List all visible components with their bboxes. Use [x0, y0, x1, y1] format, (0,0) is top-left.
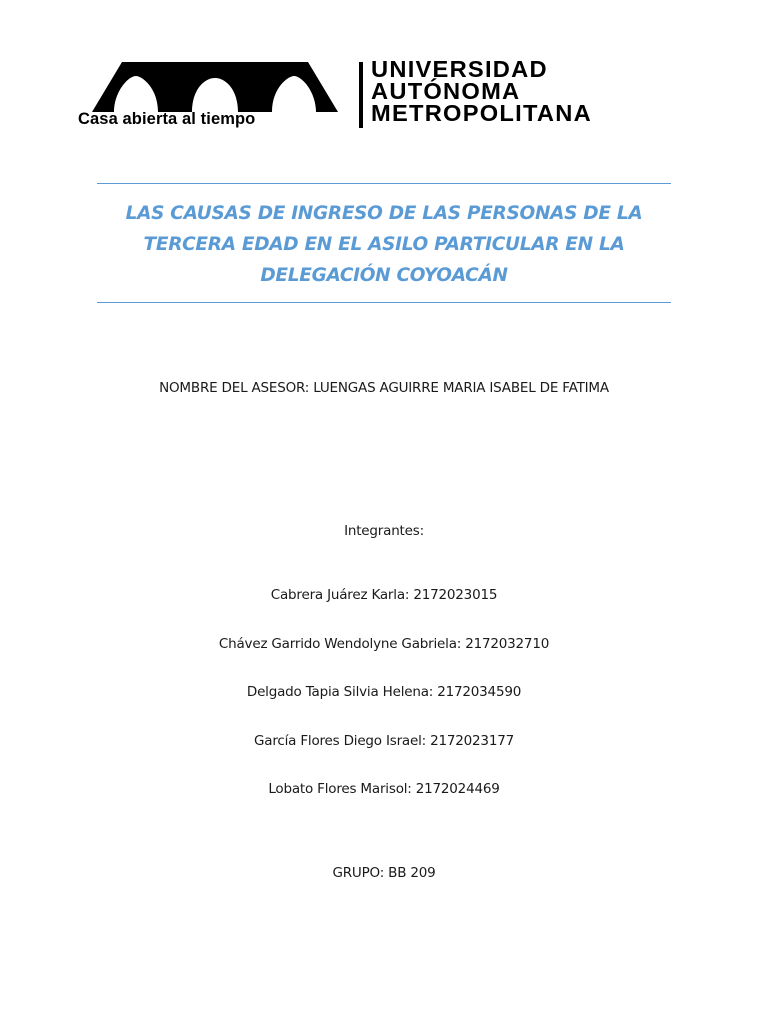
member-item: Delgado Tapia Silvia Helena: 2172034590 [246, 684, 522, 700]
logo-divider [359, 62, 363, 128]
advisor-name: NOMBRE DEL ASESOR: LUENGAS AGUIRRE MARIA ISABEL DE FATIMA [159, 380, 609, 396]
university-name-line-1: UNIVERSIDAD [371, 56, 548, 82]
title-top-rule [97, 183, 671, 184]
member-item: Cabrera Juárez Karla: 2172023015 [270, 587, 498, 603]
title-bottom-rule [97, 302, 671, 303]
member-item: Lobato Flores Marisol: 2172024469 [268, 781, 500, 797]
document-title: LAS CAUSAS DE INGRESO DE LAS PERSONAS DE LA TERCERA EDAD EN EL ASILO PARTICULAR EN LA DELEGACIÓN COYOACÁN [125, 203, 643, 286]
member-item: Chávez Garrido Wendolyne Gabriela: 2172032710 [218, 636, 550, 652]
members-heading: Integrantes: [344, 523, 424, 539]
member-item: García Flores Diego Israel: 2172023177 [254, 733, 514, 749]
university-name-line-2: AUTÓNOMA [371, 78, 521, 104]
university-logo [78, 58, 698, 130]
group-label: GRUPO: BB 209 [332, 865, 436, 881]
logo-motto: Casa abierta al tiempo [78, 110, 256, 128]
uam-logo-mark [92, 62, 338, 112]
university-name-line-3: METROPOLITANA [371, 100, 592, 126]
university-name [371, 58, 701, 124]
